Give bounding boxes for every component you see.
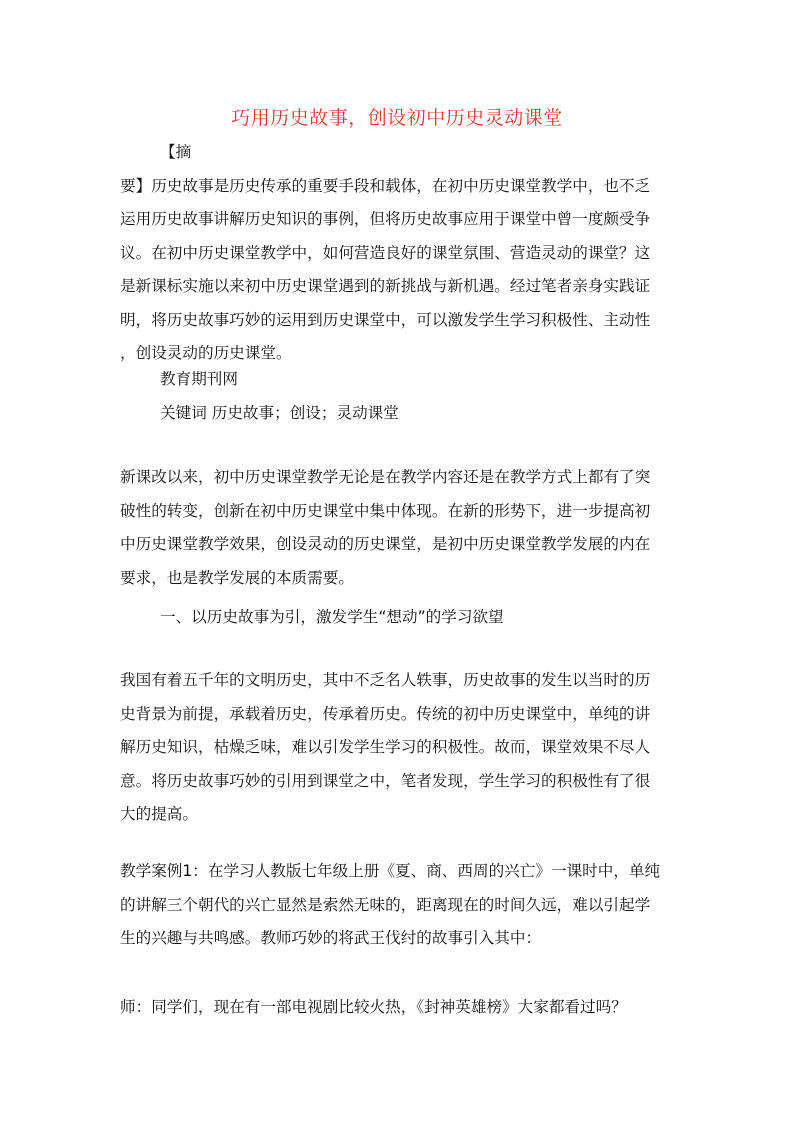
paragraph-line: 解历史知识，枯燥乏味，难以引发学生学习的积极性。故而，课堂效果不尽人: [120, 738, 651, 756]
abstract-line: 议。在初中历史课堂教学中，如何营造良好的课堂氛围、营造灵动的课堂？这: [120, 243, 651, 262]
abstract-line: 是新课标实施以来初中历史课堂遇到的新挑战与新机遇。经过笔者亲身实践证: [120, 277, 651, 295]
paragraph-line: 生的兴趣与共鸣感。教师巧妙的将武王伐纣的故事引入其中：: [120, 929, 542, 947]
abstract-line: 运用历史故事讲解历史知识的事例，但将历史故事应用于课堂中曾一度颇受争: [120, 210, 651, 228]
document-title: 巧用历史故事，创设初中历史灵动课堂: [231, 107, 563, 129]
abstract-line: 【摘: [160, 143, 192, 161]
paragraph-line: 我国有着五千年的文明历史，其中不乏名人轶事，历史故事的发生以当时的历: [120, 671, 651, 689]
paragraph-dialogue: [120, 991, 668, 1025]
paragraph-line: 中历史课堂教学效果，创设灵动的历史课堂，是初中历史课堂教学发展的内在: [120, 535, 651, 553]
abstract: [120, 136, 668, 371]
paragraph-line: 意。将历史故事巧妙的引用到课堂之中，笔者发现，学生学习的积极性有了很: [120, 771, 651, 790]
paragraph-line: 大的提高。: [120, 805, 198, 823]
paragraph-line: 新课改以来，初中历史课堂教学无论是在教学内容还是在教学方式上都有了突: [120, 468, 651, 486]
paragraph-line: 史背景为前提，承载着历史，传承着历史。传统的初中历史课堂中，单纯的讲: [120, 704, 651, 723]
paragraph-line: 破性的转变，创新在初中历史课堂中集中体现。在新的形势下，进一步提高初: [120, 501, 651, 520]
abstract-line: 要】历史故事是历史传承的重要手段和载体，在初中历史课堂教学中，也不乏: [120, 176, 651, 195]
paragraph-line: 师：同学们，现在有一部电视剧比较火热，《封神英雄榜》大家都看过吗？: [120, 998, 627, 1016]
keywords: 关键词 历史故事；创设；灵动课堂: [160, 404, 399, 422]
abstract-line: ，创设灵动的历史课堂。: [120, 344, 292, 362]
abstract-line: 明，将历史故事巧妙的运用到历史课堂中，可以激发学生学习积极性、主动性: [120, 310, 651, 329]
paragraph-line: 要求，也是教学发展的本质需要。: [120, 568, 354, 587]
paragraph-line: 教学案例1：在学习人教版七年级上册《夏、商、西周的兴亡》一课时中，单纯: [120, 862, 661, 880]
paragraph-line: 的讲解三个朝代的兴亡显然是索然无味的，距离现在的时间久远，难以引起学: [120, 895, 651, 914]
source-label: 教育期刊网: [160, 370, 238, 388]
paragraph-history: [120, 664, 668, 832]
paragraph-intro: [120, 461, 668, 595]
section-heading: 一、以历史故事为引，激发学生“想动”的学习欲望: [160, 608, 504, 626]
paragraph-case: [120, 855, 668, 956]
